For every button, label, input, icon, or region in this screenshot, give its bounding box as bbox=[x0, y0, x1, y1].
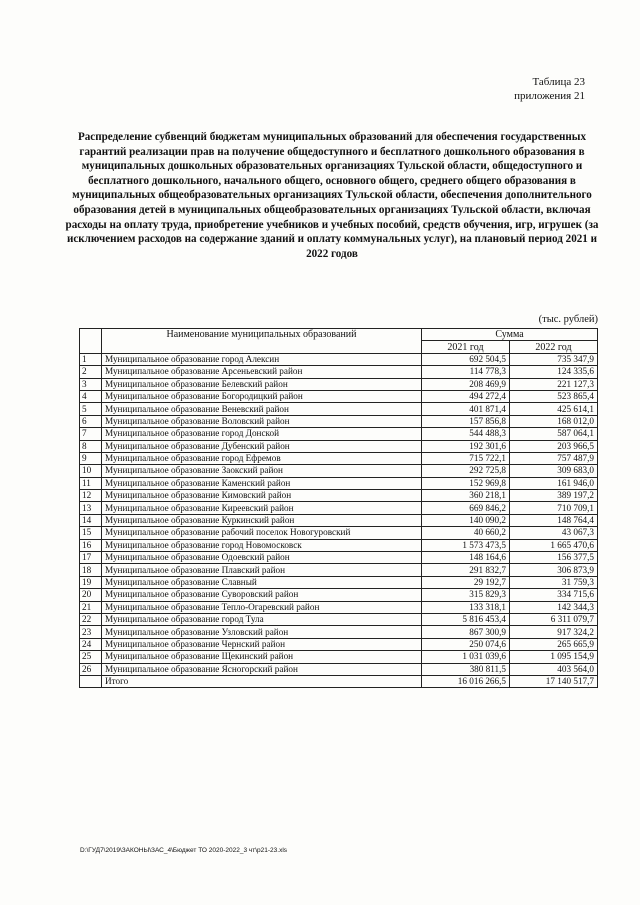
row-number: 14 bbox=[80, 514, 102, 526]
row-name: Муниципальное образование Богородицкий район bbox=[102, 390, 422, 402]
table-row bbox=[80, 527, 598, 539]
value-2022: 148 764,4 bbox=[510, 514, 598, 526]
appendix-number: приложения 21 bbox=[514, 90, 585, 102]
table-row bbox=[80, 502, 598, 514]
value-2022: 31 759,3 bbox=[510, 576, 598, 588]
row-name: Муниципальное образование Кимовский район bbox=[102, 490, 422, 502]
value-2021: 16 016 266,5 bbox=[422, 675, 510, 687]
value-2021: 40 660,2 bbox=[422, 527, 510, 539]
row-name: Муниципальное образование Щекинский район bbox=[102, 651, 422, 663]
value-2021: 360 218,1 bbox=[422, 490, 510, 502]
row-number: 4 bbox=[80, 390, 102, 402]
row-number: 24 bbox=[80, 638, 102, 650]
header-number bbox=[80, 329, 102, 354]
value-2021: 133 318,1 bbox=[422, 601, 510, 613]
row-name: Муниципальное образование Каменский район bbox=[102, 477, 422, 489]
table-row bbox=[80, 576, 598, 588]
row-name: Муниципальное образование Плавский район bbox=[102, 564, 422, 576]
row-name: Муниципальное образование Суворовский район bbox=[102, 589, 422, 601]
table-row bbox=[80, 552, 598, 564]
value-2021: 544 488,3 bbox=[422, 428, 510, 440]
value-2022: 757 487,9 bbox=[510, 452, 598, 464]
value-2022: 142 344,3 bbox=[510, 601, 598, 613]
table-row bbox=[80, 366, 598, 378]
row-number: 21 bbox=[80, 601, 102, 613]
value-2022: 1 095 154,9 bbox=[510, 651, 598, 663]
value-2021: 291 832,7 bbox=[422, 564, 510, 576]
row-number: 23 bbox=[80, 626, 102, 638]
row-number: 3 bbox=[80, 378, 102, 390]
row-name: Муниципальное образование Тепло-Огаревский район bbox=[102, 601, 422, 613]
row-name: Муниципальное образование Одоевский район bbox=[102, 552, 422, 564]
value-2021: 5 816 453,4 bbox=[422, 613, 510, 625]
row-name: Муниципальное образование город Донской bbox=[102, 428, 422, 440]
table-row bbox=[80, 539, 598, 551]
value-2022: 523 865,4 bbox=[510, 390, 598, 402]
table-row bbox=[80, 601, 598, 613]
row-name: Муниципальное образование Веневский район bbox=[102, 403, 422, 415]
value-2021: 208 469,9 bbox=[422, 378, 510, 390]
row-number: 5 bbox=[80, 403, 102, 415]
value-2021: 192 301,6 bbox=[422, 440, 510, 452]
row-number: 16 bbox=[80, 539, 102, 551]
value-2021: 401 871,4 bbox=[422, 403, 510, 415]
value-2022: 203 966,5 bbox=[510, 440, 598, 452]
row-number: 26 bbox=[80, 663, 102, 675]
table-number: Таблица 23 bbox=[532, 76, 585, 88]
units-label: (тыс. рублей) bbox=[538, 314, 598, 325]
row-name: Итого bbox=[102, 675, 422, 687]
row-number: 10 bbox=[80, 465, 102, 477]
value-2022: 43 067,3 bbox=[510, 527, 598, 539]
row-number bbox=[80, 675, 102, 687]
total-row bbox=[80, 675, 598, 687]
table-row bbox=[80, 613, 598, 625]
row-number: 17 bbox=[80, 552, 102, 564]
value-2021: 292 725,8 bbox=[422, 465, 510, 477]
table-row bbox=[80, 477, 598, 489]
value-2022: 124 335,6 bbox=[510, 366, 598, 378]
value-2022: 265 665,9 bbox=[510, 638, 598, 650]
value-2022: 1 665 470,6 bbox=[510, 539, 598, 551]
row-name: Муниципальное образование Заокский район bbox=[102, 465, 422, 477]
table-row bbox=[80, 353, 598, 365]
value-2021: 157 856,8 bbox=[422, 415, 510, 427]
row-name: Муниципальное образование Ясногорский район bbox=[102, 663, 422, 675]
value-2022: 587 064,1 bbox=[510, 428, 598, 440]
row-name: Муниципальное образование Дубенский район bbox=[102, 440, 422, 452]
row-number: 25 bbox=[80, 651, 102, 663]
row-name: Муниципальное образование город Алексин bbox=[102, 353, 422, 365]
value-2021: 140 090,2 bbox=[422, 514, 510, 526]
table-row bbox=[80, 564, 598, 576]
row-number: 20 bbox=[80, 589, 102, 601]
value-2022: 17 140 517,7 bbox=[510, 675, 598, 687]
value-2021: 494 272,4 bbox=[422, 390, 510, 402]
value-2021: 380 811,5 bbox=[422, 663, 510, 675]
table-row bbox=[80, 428, 598, 440]
value-2021: 715 722,1 bbox=[422, 452, 510, 464]
row-number: 15 bbox=[80, 527, 102, 539]
row-number: 18 bbox=[80, 564, 102, 576]
value-2021: 148 164,6 bbox=[422, 552, 510, 564]
value-2022: 156 377,5 bbox=[510, 552, 598, 564]
value-2021: 250 074,6 bbox=[422, 638, 510, 650]
value-2021: 692 504,5 bbox=[422, 353, 510, 365]
value-2022: 6 311 079,7 bbox=[510, 613, 598, 625]
value-2022: 425 614,1 bbox=[510, 403, 598, 415]
value-2021: 152 969,8 bbox=[422, 477, 510, 489]
row-number: 8 bbox=[80, 440, 102, 452]
value-2021: 1 031 039,6 bbox=[422, 651, 510, 663]
row-number: 19 bbox=[80, 576, 102, 588]
table-row bbox=[80, 378, 598, 390]
table-row bbox=[80, 638, 598, 650]
row-name: Муниципальное образование Арсеньевский район bbox=[102, 366, 422, 378]
row-number: 7 bbox=[80, 428, 102, 440]
value-2022: 309 683,0 bbox=[510, 465, 598, 477]
row-number: 13 bbox=[80, 502, 102, 514]
document-title: Распределение субвенций бюджетам муниципальных образований для обеспечения государственных гарантий реализации прав на получение общедоступного и бесплатного дошкольного образования в муниципальных дошкольных образовательных организациях Тульской области, общедоступного и бесплатного дошкольного, начального общего, основного общего, среднего общего образования в муниципальных общеобразовательных организациях Тульской области, обеспечения дополнительного образования детей в муниципальных общеобразовательных организациях Тульской области, включая расходы на оплату труда, приобретение учебников и учебных пособий, средств обучения, игр, игрушек (за исключением расходов на содержание зданий и оплату коммунальных услуг), на плановый период 2021 и 2022 годов bbox=[65, 131, 599, 260]
value-2021: 1 573 473,5 bbox=[422, 539, 510, 551]
table-row bbox=[80, 415, 598, 427]
table-row bbox=[80, 663, 598, 675]
file-path-footer: D:\ГУД7\2019\ЗАКОНЫ\ЗАС_4\Бюджет ТО 2020-2022_3 чт\р21-23.xls bbox=[80, 847, 288, 854]
row-number: 6 bbox=[80, 415, 102, 427]
value-2022: 735 347,9 bbox=[510, 353, 598, 365]
row-number: 2 bbox=[80, 366, 102, 378]
row-number: 12 bbox=[80, 490, 102, 502]
value-2022: 389 197,2 bbox=[510, 490, 598, 502]
row-name: Муниципальное образование рабочий поселок Новогуровский bbox=[102, 527, 422, 539]
row-name: Муниципальное образование Куркинский район bbox=[102, 514, 422, 526]
row-name: Муниципальное образование Воловский район bbox=[102, 415, 422, 427]
row-number: 11 bbox=[80, 477, 102, 489]
value-2022: 306 873,9 bbox=[510, 564, 598, 576]
table-row bbox=[80, 452, 598, 464]
row-number: 1 bbox=[80, 353, 102, 365]
value-2021: 315 829,3 bbox=[422, 589, 510, 601]
table-row bbox=[80, 390, 598, 402]
value-2021: 669 846,2 bbox=[422, 502, 510, 514]
table-row bbox=[80, 490, 598, 502]
value-2022: 161 946,0 bbox=[510, 477, 598, 489]
row-name: Муниципальное образование Узловский район bbox=[102, 626, 422, 638]
value-2022: 334 715,6 bbox=[510, 589, 598, 601]
table-row bbox=[80, 651, 598, 663]
row-number: 22 bbox=[80, 613, 102, 625]
value-2021: 29 192,7 bbox=[422, 576, 510, 588]
value-2021: 867 300,9 bbox=[422, 626, 510, 638]
header-name: Наименование муниципальных образований bbox=[102, 329, 422, 354]
header-2022: 2022 год bbox=[510, 341, 598, 353]
value-2022: 168 012,0 bbox=[510, 415, 598, 427]
row-name: Муниципальное образование Белевский район bbox=[102, 378, 422, 390]
subvention-table bbox=[79, 328, 598, 688]
value-2022: 710 709,1 bbox=[510, 502, 598, 514]
row-name: Муниципальное образование Славный bbox=[102, 576, 422, 588]
row-name: Муниципальное образование Киреевский район bbox=[102, 502, 422, 514]
row-name: Муниципальное образование город Новомосковск bbox=[102, 539, 422, 551]
table-row bbox=[80, 589, 598, 601]
value-2022: 221 127,3 bbox=[510, 378, 598, 390]
row-number: 9 bbox=[80, 452, 102, 464]
row-name: Муниципальное образование город Тула bbox=[102, 613, 422, 625]
header-sum: Сумма bbox=[422, 329, 598, 341]
value-2022: 403 564,0 bbox=[510, 663, 598, 675]
table-row bbox=[80, 465, 598, 477]
table-row bbox=[80, 440, 598, 452]
value-2022: 917 324,2 bbox=[510, 626, 598, 638]
table-row bbox=[80, 514, 598, 526]
table-row bbox=[80, 403, 598, 415]
row-name: Муниципальное образование город Ефремов bbox=[102, 452, 422, 464]
header-2021: 2021 год bbox=[422, 341, 510, 353]
row-name: Муниципальное образование Чернский район bbox=[102, 638, 422, 650]
table-caption bbox=[514, 75, 585, 103]
table-row bbox=[80, 626, 598, 638]
value-2021: 114 778,3 bbox=[422, 366, 510, 378]
